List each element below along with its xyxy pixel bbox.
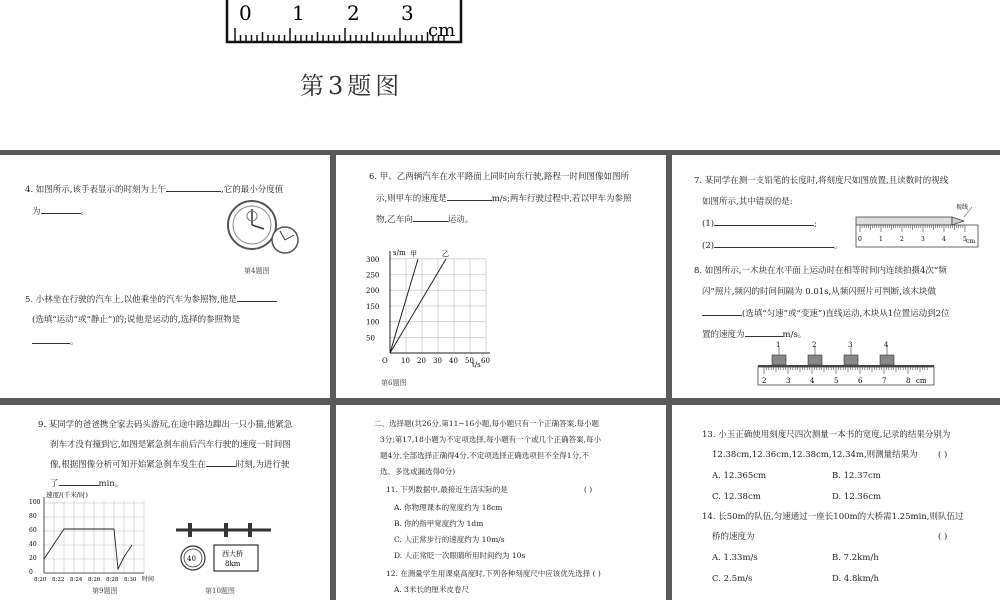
q14-line2: 桥的速度为 [712,532,755,542]
series-jia-label: 甲 [410,250,417,258]
q9-xlabel: 时间 [142,576,155,583]
q8-line4: 置的速度为 m/s。 [702,326,806,343]
q14-options-row2 [712,571,879,587]
speed-limit-value: 40 [187,555,196,563]
q8-strobe-figure [756,341,936,391]
sign-place: 西大桥 [222,550,243,558]
q9-x-tick-label: 8:20 [34,577,47,583]
series-yi-label: 乙 [442,250,449,258]
figure-3-caption: 第3题图 [300,72,404,100]
q7-tick-label: 1 [879,236,883,243]
ruler-tick-0: 0 [239,1,252,25]
q6-line2: 示,则甲车的速度是 m/s;两车行驶过程中,若以甲车为参照 [376,190,632,207]
q8-ruler-unit: cm [916,377,927,385]
q4-line1: 4. 如图所示,该手表显示的时刻为上午 ,它的最小分度值 [25,181,283,198]
q14-option-c: C. 2.5m/s [712,574,753,584]
q9-speed-line [44,529,132,569]
q9-line3: 像,根据图像分析可知开始紧急刹车发生在 时刻,为进行驶 [50,456,289,473]
q9-y-tick-label: 20 [29,555,37,562]
q9-y-tick-label: 100 [29,499,41,506]
q6-y-tick-label: 100 [366,318,380,327]
q11-stem: 11. 下列数据中,最接近生活实际的是 [386,485,508,494]
q8-tick-label: 3 [786,377,791,385]
q6-line1: 6. 甲、乙两辆汽车在水平路面上同时向东行驶,路程一时间图像如图所 [369,172,630,182]
q6-y-tick-label: 50 [366,334,375,343]
q6-y-tick-label: 250 [366,271,380,280]
panel-q4-q5 [0,155,330,398]
q9-x-tick-label: 8:24 [70,577,83,583]
q7-line2: 如图所示,其中错误的是: [702,197,793,207]
q9-speed-time-chart [28,489,163,584]
q6-x-tick-label: 10 [401,357,410,365]
ruler-figure-3 [225,0,463,45]
q6-x-tick-label: 30 [433,357,442,365]
q7-pencil-ruler-figure [852,203,982,251]
q4-line2: 为 。 [32,203,89,220]
top-section [0,0,1000,150]
q9-caption: 第9题图 [92,587,118,595]
q7-tick-label: 3 [921,236,925,243]
q14-option-d: D. 4.8km/h [832,574,879,584]
q11-option-c: C. 人正常步行的速度约为 10m/s [394,535,505,544]
q8-line2: 闪”照片,频闪的时间间隔为 0.01s,从频闪照片可判断,该木块做 [702,287,936,297]
q11-option-d: D. 人正常眨一次眼睛所用时间约为 10s [394,551,526,560]
q6-y-tick-label: 200 [366,287,380,296]
q7-line1: 7. 某同学在测一支铅笔的长度时,将刻度尺如图放置,且读数时的视线 [694,176,949,186]
q6-ylabel: s/m [393,249,406,257]
q14-answer-paren: ( ) [938,532,948,542]
q8-position-label: 4 [884,341,889,349]
q13-line2: 12.38cm,12.36cm,12.38cm,12.34m,则测量结果为 [712,450,918,460]
q11-option-b: B. 你的指甲宽度约为 1dm [394,519,484,528]
sec2-head2: 3分;第17,18小题为不定项选择,每小题有一个或几个正确答案,每小 [380,435,602,444]
q13-options-row1 [712,468,881,484]
q9-x-tick-label: 8:28 [106,577,119,583]
q8-position-label: 2 [812,341,817,349]
q10-caption: 第10题图 [205,587,235,595]
q6-caption: 第6题图 [381,379,407,387]
q7-tick-label: 2 [900,236,904,243]
q13-answer-paren: ( ) [938,450,948,460]
q7-item2: (2) 。 [702,237,843,254]
q7-tick-label: 5 [963,236,967,243]
q8-line3: (选填“匀速”或“变速”)直线运动,木块从1位置运动到2位 [702,305,950,322]
q13-option-c: C. 12.38cm [712,492,761,502]
q8-tick-label: 6 [858,377,863,385]
q9-x-tick-label: 8:30 [124,577,137,583]
q14-options-row1 [712,550,879,566]
panel-q13-q14 [672,405,1000,600]
q9-y-tick-label: 60 [29,527,37,534]
q8-position-label: 1 [776,341,781,349]
q6-origin: O [382,357,388,365]
q6-xlabel: t/s [472,361,481,369]
q6-x-tick-label: 40 [449,357,458,365]
q14-option-a: A. 1.33m/s [712,553,758,563]
sec2-head3: 题4分,全部选择正确得4分,不定项选择正确选项但不全得1分,不 [380,451,589,460]
q9-y-tick-label: 80 [29,513,37,520]
q8-line1: 8. 如图所示,一木块在水平面上运动时在相等时间内连续拍摄4次“频 [694,266,947,276]
q7-ruler-unit: cm [966,238,976,245]
q6-x-tick-label: 20 [417,357,426,365]
ruler-tick-2: 2 [347,1,360,25]
q14-line1: 14. 长50m的队伍,匀速通过一座长100m的大桥需1.25min,则队伍过 [702,512,964,522]
q9-line2: 刹车才没有撞到它,如图是紧急刹车前后汽车行驶的速度一时间图 [50,440,291,450]
q13-option-b: B. 12.37cm [832,471,881,481]
ruler-tick-1: 1 [292,1,305,25]
q13-option-d: D. 12.36cm [832,492,882,502]
q7-tick-label: 4 [942,236,946,243]
q9-ylabel: 速度/(千米/时) [46,491,88,499]
q9-x-tick-label: 8:22 [52,577,65,583]
q6-y-tick-label: 150 [366,302,380,311]
sign-distance: 8km [225,560,241,568]
ruler-tick-3: 3 [401,1,414,25]
q13-line1: 13. 小玉正确使用刻度尺四次测量一本书的宽度,记录的结果分别为 [702,430,951,440]
q11-option-a: A. 你物理课本的宽度约为 18cm [394,503,503,512]
q5-line1: 5. 小林坐在行驶的汽车上,以他乘坐的汽车为参照物,他是 [25,291,277,308]
sec2-head4: 选、多选或漏选得0分) [380,467,456,476]
q9-x-tick-label: 8:26 [88,577,101,583]
q8-position-label: 3 [848,341,853,349]
q9-line1: 9. 某同学的爸爸携全家去码头游玩,在途中路边蹿出一只小猫,他紧急 [38,420,293,430]
q9-line4: 了 min。 [50,475,123,492]
q7-sight-label: 视线 [956,204,969,211]
q13-options-row2 [712,489,881,505]
q9-y-tick-label: 40 [29,541,37,548]
panel-q9-q10 [0,405,330,600]
q8-block [772,355,786,365]
q4-caption: 第4题图 [244,267,270,275]
panel-q7-q8 [672,155,1000,398]
watch-figure [222,195,302,260]
q8-tick-label: 8 [906,377,911,385]
q8-tick-label: 5 [834,377,839,385]
sec2-head1: 二、选择题(共26分,第11~16小题,每小题只有一个正确答案,每小题 [374,419,599,428]
q8-block [808,355,822,365]
q8-tick-label: 7 [882,377,887,385]
ruler-unit: cm [428,20,456,41]
q5-line2: (选填“运动”或“静止”)的;说他是运动的,选择的参照物是 [32,315,241,325]
q8-tick-label: 4 [810,377,815,385]
q7-tick-label: 0 [858,236,862,243]
q6-distance-time-chart [360,243,500,373]
q5-line3: 。 [32,333,79,350]
q6-y-tick-label: 300 [366,255,380,264]
q13-option-a: A. 12.365cm [712,471,767,481]
q8-block [844,355,858,365]
q14-option-b: B. 7.2km/h [832,553,879,563]
panel-section2 [336,405,666,600]
q9-y-tick-label: 0 [29,569,33,576]
q6-x-tick-label: 50 [465,357,474,365]
q12-option-a: A. 3米长的厘米皮卷尺 [394,585,469,594]
q6-x-tick-label: 60 [481,357,490,365]
panel-q6 [336,155,666,398]
q12-stem: 12. 在测量学生用课桌高度时,下列各种刻度尺中应该优先选择 ( ) [386,569,601,578]
q8-block [880,355,894,365]
q6-line3: 物,乙车向 运动。 [376,211,473,228]
q10-road-sign-figure [176,523,271,581]
q7-item1: (1) ; [702,215,817,232]
q8-tick-label: 2 [762,377,767,385]
q11-answer-paren: ( ) [584,485,593,494]
